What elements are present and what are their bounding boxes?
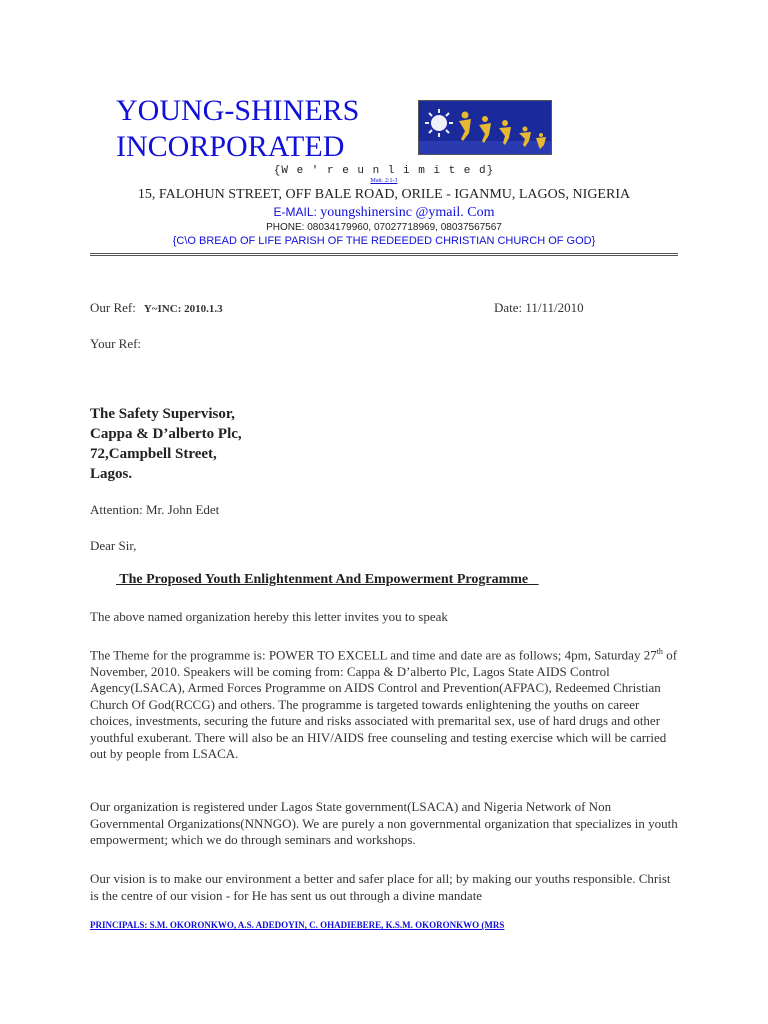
our-ref-label: Our Ref: <box>90 300 136 315</box>
recipient-line3: 72,Campbell Street, <box>90 446 217 462</box>
logo-graphic <box>419 101 551 154</box>
our-ref-value: Y~INC: 2010.1.3 <box>143 303 223 315</box>
attention-line: Attention: Mr. John Edet <box>90 502 220 517</box>
body-paragraph-1: The above named organization hereby this letter invites you to speak <box>90 609 448 624</box>
your-reference: Your Ref: <box>90 336 142 351</box>
bible-verse: Matt. 2:1-3 <box>370 178 398 184</box>
care-of-line: {C\O BREAD OF LIFE PARISH OF THE REDEEDED CHRISTIAN CHURCH OF GOD} <box>172 235 596 247</box>
principals-footer: PRINCIPALS: S.M. OKORONKWO, A.S. ADEDOYIN, C. OHADIEBERE, K.S.M. OKORONKWO (MRS <box>90 920 505 930</box>
recipient-address <box>90 404 242 484</box>
body-paragraph-4: Our vision is to make our environment a better and safer place for all; by making our youths responsible. Christ is the centre of our vision - for He has sent us out through a divine mandate <box>90 871 671 903</box>
recipient-line4: Lagos. <box>90 466 133 482</box>
our-reference <box>90 300 223 316</box>
body-paragraph-2 <box>90 644 680 763</box>
address: 15, FALOHUN STREET, OFF BALE ROAD, ORILE - IGANMU, LAGOS, NIGERIA <box>137 187 631 202</box>
organization-name <box>116 93 359 165</box>
org-name-line1: YOUNG-SHINERS <box>116 94 360 127</box>
p2-superscript: th <box>656 647 663 656</box>
p2-part-a: The Theme for the programme is: POWER TO EXCELL and time and date are as follows; 4pm, Saturday 27 <box>90 647 657 663</box>
header-divider-lower <box>90 255 678 256</box>
email-address: youngshinersinc @ymail. Com <box>320 205 495 220</box>
recipient-line2: Cappa & D’alberto Plc, <box>90 426 242 442</box>
tagline: {W e ' r e u n l i m i t e d} <box>273 165 495 177</box>
p2-part-b: of November, 2010. Speakers will be coming from: Cappa & D’alberto Plc, Lagos State AIDS Control Agency(LSACA), Armed Forces Programme on AIDS Control and Prevention(AFPAC), Redeemed Christian Church Of God(RCCG) and others. The programme is targeted towards enlightening the youths on career choices, investments, securing the future and risks associated with premarital sex, use of hard drugs and other youthful exuberant. There will also be an HIV/AIDS free counseling and testing exercise which will be carried out by people from LSACA. <box>90 647 678 762</box>
email-line <box>0 205 768 221</box>
recipient-line1: The Safety Supervisor, <box>90 406 235 422</box>
sun-and-children-logo <box>418 100 552 155</box>
salutation: Dear Sir, <box>90 538 137 553</box>
body-paragraph-3: Our organization is registered under Lagos State government(LSACA) and Nigeria Network of Non Governmental Organizations(NNNGO). We are purely a non governmental organization that specializes in youth empowerment; which we do through seminars and workshops. <box>90 799 678 847</box>
letter-date: Date: 11/11/2010 <box>494 300 584 315</box>
header-divider <box>90 253 678 254</box>
letter-subject: The Proposed Youth Enlightenment And Empowerment Programme <box>116 572 539 587</box>
org-name-line2: INCORPORATED <box>116 130 345 163</box>
email-label: E-MAIL: <box>273 205 321 219</box>
phone-line: PHONE: 08034179960, 07027718969, 08037567567 <box>266 222 502 233</box>
